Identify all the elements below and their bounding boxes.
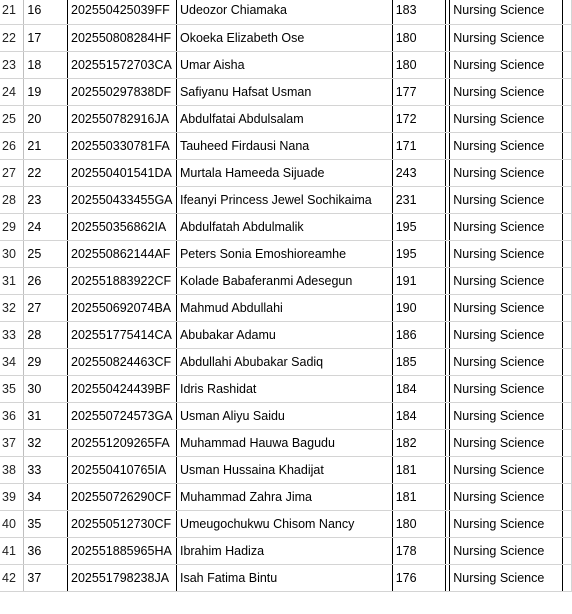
cell-course[interactable]: Nursing Science <box>450 213 563 240</box>
cell-score[interactable]: 195 <box>392 213 446 240</box>
row-header[interactable]: 30 <box>0 240 24 267</box>
cell-registration-number[interactable]: 202550356862IA <box>68 213 177 240</box>
cell-serial-number[interactable]: 35 <box>24 510 68 537</box>
cell-empty[interactable] <box>563 564 572 591</box>
cell-serial-number[interactable]: 31 <box>24 402 68 429</box>
cell-course[interactable]: Nursing Science <box>450 294 563 321</box>
cell-course[interactable]: Nursing Science <box>450 537 563 564</box>
cell-registration-number[interactable]: 202550410765IA <box>68 456 177 483</box>
cell-score[interactable]: 183 <box>392 0 446 24</box>
cell-course[interactable]: Nursing Science <box>450 564 563 591</box>
cell-empty[interactable] <box>563 24 572 51</box>
cell-serial-number[interactable]: 32 <box>24 429 68 456</box>
cell-empty[interactable] <box>563 213 572 240</box>
cell-course[interactable]: Nursing Science <box>450 402 563 429</box>
cell-course[interactable]: Nursing Science <box>450 510 563 537</box>
cell-score[interactable]: 172 <box>392 105 446 132</box>
row-header[interactable]: 32 <box>0 294 24 321</box>
table-row <box>0 78 572 105</box>
cell-empty[interactable] <box>563 51 572 78</box>
cell-registration-number[interactable]: 202550297838DF <box>68 78 177 105</box>
cell-empty[interactable] <box>563 267 572 294</box>
row-header[interactable]: 40 <box>0 510 24 537</box>
cell-serial-number[interactable]: 28 <box>24 321 68 348</box>
cell-empty[interactable] <box>563 510 572 537</box>
cell-score[interactable]: 185 <box>392 348 446 375</box>
cell-score[interactable]: 180 <box>392 51 446 78</box>
table-row <box>0 348 572 375</box>
cell-candidate-name[interactable]: Usman Hussaina Khadijat <box>176 456 392 483</box>
cell-course[interactable]: Nursing Science <box>450 267 563 294</box>
cell-score[interactable]: 171 <box>392 132 446 159</box>
cell-serial-number[interactable]: 24 <box>24 213 68 240</box>
cell-score[interactable]: 180 <box>392 510 446 537</box>
cell-score[interactable]: 191 <box>392 267 446 294</box>
row-header[interactable]: 23 <box>0 51 24 78</box>
cell-serial-number[interactable]: 36 <box>24 537 68 564</box>
cell-score[interactable]: 181 <box>392 483 446 510</box>
table-row <box>0 402 572 429</box>
cell-registration-number[interactable]: 202550433455GA <box>68 186 177 213</box>
cell-candidate-name[interactable]: Murtala Hameeda Sijuade <box>176 159 392 186</box>
cell-score[interactable]: 190 <box>392 294 446 321</box>
cell-empty[interactable] <box>563 186 572 213</box>
cell-serial-number[interactable]: 33 <box>24 456 68 483</box>
cell-serial-number[interactable]: 18 <box>24 51 68 78</box>
cell-registration-number[interactable]: 202550692074BA <box>68 294 177 321</box>
cell-serial-number[interactable]: 34 <box>24 483 68 510</box>
cell-candidate-name[interactable]: Okoeka Elizabeth Ose <box>176 24 392 51</box>
cell-registration-number[interactable]: 202550724573GA <box>68 402 177 429</box>
table-row <box>0 132 572 159</box>
cell-course[interactable]: Nursing Science <box>450 240 563 267</box>
cell-registration-number[interactable]: 202550330781FA <box>68 132 177 159</box>
cell-course[interactable]: Nursing Science <box>450 456 563 483</box>
cell-score[interactable]: 231 <box>392 186 446 213</box>
cell-candidate-name[interactable]: Peters Sonia Emoshioreamhe <box>176 240 392 267</box>
row-header[interactable]: 39 <box>0 483 24 510</box>
cell-course[interactable]: Nursing Science <box>450 105 563 132</box>
cell-serial-number[interactable]: 26 <box>24 267 68 294</box>
cell-empty[interactable] <box>563 159 572 186</box>
cell-candidate-name[interactable]: Ibrahim Hadiza <box>176 537 392 564</box>
cell-registration-number[interactable]: 202551775414CA <box>68 321 177 348</box>
cell-registration-number[interactable]: 202551885965HA <box>68 537 177 564</box>
cell-score[interactable]: 180 <box>392 24 446 51</box>
table-row <box>0 0 572 24</box>
cell-course[interactable]: Nursing Science <box>450 0 563 24</box>
cell-score[interactable]: 184 <box>392 402 446 429</box>
row-header[interactable]: 24 <box>0 78 24 105</box>
table-row <box>0 456 572 483</box>
cell-serial-number[interactable]: 25 <box>24 240 68 267</box>
row-header[interactable]: 29 <box>0 213 24 240</box>
cell-candidate-name[interactable]: Umeugochukwu Chisom Nancy <box>176 510 392 537</box>
cell-candidate-name[interactable]: Isah Fatima Bintu <box>176 564 392 591</box>
cell-score[interactable]: 176 <box>392 564 446 591</box>
row-header[interactable]: 27 <box>0 159 24 186</box>
row-header[interactable]: 25 <box>0 105 24 132</box>
table-row <box>0 186 572 213</box>
cell-registration-number[interactable]: 202550401541DA <box>68 159 177 186</box>
cell-candidate-name[interactable]: Safiyanu Hafsat Usman <box>176 78 392 105</box>
cell-score[interactable]: 243 <box>392 159 446 186</box>
cell-registration-number[interactable]: 202551209265FA <box>68 429 177 456</box>
row-header[interactable]: 21 <box>0 0 24 24</box>
cell-course[interactable]: Nursing Science <box>450 51 563 78</box>
cell-candidate-name[interactable]: Idris Rashidat <box>176 375 392 402</box>
cell-course[interactable]: Nursing Science <box>450 348 563 375</box>
cell-score[interactable]: 178 <box>392 537 446 564</box>
cell-candidate-name[interactable]: Usman Aliyu Saidu <box>176 402 392 429</box>
cell-serial-number[interactable]: 21 <box>24 132 68 159</box>
row-header[interactable]: 37 <box>0 429 24 456</box>
cell-candidate-name[interactable]: Ifeanyi Princess Jewel Sochikaima <box>176 186 392 213</box>
cell-score[interactable]: 195 <box>392 240 446 267</box>
cell-serial-number[interactable]: 22 <box>24 159 68 186</box>
table-row <box>0 213 572 240</box>
table-row <box>0 159 572 186</box>
row-header[interactable]: 36 <box>0 402 24 429</box>
cell-serial-number[interactable]: 30 <box>24 375 68 402</box>
table-row <box>0 24 572 51</box>
table-row <box>0 267 572 294</box>
cell-empty[interactable] <box>563 348 572 375</box>
cell-course[interactable]: Nursing Science <box>450 159 563 186</box>
table-row <box>0 321 572 348</box>
row-header[interactable]: 38 <box>0 456 24 483</box>
table-row <box>0 51 572 78</box>
cell-candidate-name[interactable]: Abubakar Adamu <box>176 321 392 348</box>
cell-empty[interactable] <box>563 240 572 267</box>
cell-course[interactable]: Nursing Science <box>450 375 563 402</box>
cell-serial-number[interactable]: 19 <box>24 78 68 105</box>
table-row <box>0 105 572 132</box>
row-header[interactable]: 33 <box>0 321 24 348</box>
cell-serial-number[interactable]: 16 <box>24 0 68 24</box>
cell-empty[interactable] <box>563 537 572 564</box>
cell-registration-number[interactable]: 202550808284HF <box>68 24 177 51</box>
cell-course[interactable]: Nursing Science <box>450 132 563 159</box>
cell-registration-number[interactable]: 202551883922CF <box>68 267 177 294</box>
cell-serial-number[interactable]: 37 <box>24 564 68 591</box>
cell-candidate-name[interactable]: Mahmud Abdullahi <box>176 294 392 321</box>
cell-empty[interactable] <box>563 402 572 429</box>
row-header[interactable]: 34 <box>0 348 24 375</box>
cell-course[interactable]: Nursing Science <box>450 78 563 105</box>
cell-candidate-name[interactable]: Abdulfatai Abdulsalam <box>176 105 392 132</box>
table-row <box>0 294 572 321</box>
table-row <box>0 510 572 537</box>
cell-empty[interactable] <box>563 375 572 402</box>
cell-empty[interactable] <box>563 0 572 24</box>
cell-registration-number[interactable]: 202550512730CF <box>68 510 177 537</box>
cell-serial-number[interactable]: 20 <box>24 105 68 132</box>
cell-serial-number[interactable]: 23 <box>24 186 68 213</box>
cell-empty[interactable] <box>563 105 572 132</box>
cell-candidate-name[interactable]: Abdulfatah Abdulmalik <box>176 213 392 240</box>
cell-score[interactable]: 182 <box>392 429 446 456</box>
cell-registration-number[interactable]: 202550424439BF <box>68 375 177 402</box>
cell-registration-number[interactable]: 202550862144AF <box>68 240 177 267</box>
cell-empty[interactable] <box>563 429 572 456</box>
cell-score[interactable]: 181 <box>392 456 446 483</box>
cell-registration-number[interactable]: 202551798238JA <box>68 564 177 591</box>
cell-serial-number[interactable]: 27 <box>24 294 68 321</box>
row-header[interactable]: 35 <box>0 375 24 402</box>
cell-registration-number[interactable]: 202550782916JA <box>68 105 177 132</box>
cell-serial-number[interactable]: 17 <box>24 24 68 51</box>
cell-candidate-name[interactable]: Udeozor Chiamaka <box>176 0 392 24</box>
cell-course[interactable]: Nursing Science <box>450 186 563 213</box>
cell-candidate-name[interactable]: Abdullahi Abubakar Sadiq <box>176 348 392 375</box>
cell-score[interactable]: 184 <box>392 375 446 402</box>
cell-course[interactable]: Nursing Science <box>450 483 563 510</box>
table-row <box>0 375 572 402</box>
cell-course[interactable]: Nursing Science <box>450 24 563 51</box>
cell-candidate-name[interactable]: Tauheed Firdausi Nana <box>176 132 392 159</box>
row-header[interactable]: 26 <box>0 132 24 159</box>
cell-empty[interactable] <box>563 294 572 321</box>
cell-empty[interactable] <box>563 78 572 105</box>
row-header[interactable]: 28 <box>0 186 24 213</box>
cell-candidate-name[interactable]: Kolade Babaferanmi Adesegun <box>176 267 392 294</box>
table-row <box>0 564 572 591</box>
table-row <box>0 537 572 564</box>
row-header[interactable]: 22 <box>0 24 24 51</box>
cell-serial-number[interactable]: 29 <box>24 348 68 375</box>
row-header[interactable]: 42 <box>0 564 24 591</box>
cell-course[interactable]: Nursing Science <box>450 321 563 348</box>
cell-empty[interactable] <box>563 483 572 510</box>
cell-score[interactable]: 177 <box>392 78 446 105</box>
row-header[interactable]: 41 <box>0 537 24 564</box>
cell-registration-number[interactable]: 202550425039FF <box>68 0 177 24</box>
cell-empty[interactable] <box>563 321 572 348</box>
row-header[interactable]: 31 <box>0 267 24 294</box>
cell-candidate-name[interactable]: Muhammad Zahra Jima <box>176 483 392 510</box>
cell-registration-number[interactable]: 202550726290CF <box>68 483 177 510</box>
table-row <box>0 483 572 510</box>
table-row <box>0 429 572 456</box>
cell-candidate-name[interactable]: Umar Aisha <box>176 51 392 78</box>
cell-course[interactable]: Nursing Science <box>450 429 563 456</box>
cell-empty[interactable] <box>563 456 572 483</box>
table-row <box>0 240 572 267</box>
cell-score[interactable]: 186 <box>392 321 446 348</box>
cell-registration-number[interactable]: 202550824463CF <box>68 348 177 375</box>
cell-candidate-name[interactable]: Muhammad Hauwa Bagudu <box>176 429 392 456</box>
cell-registration-number[interactable]: 202551572703CA <box>68 51 177 78</box>
cell-empty[interactable] <box>563 132 572 159</box>
